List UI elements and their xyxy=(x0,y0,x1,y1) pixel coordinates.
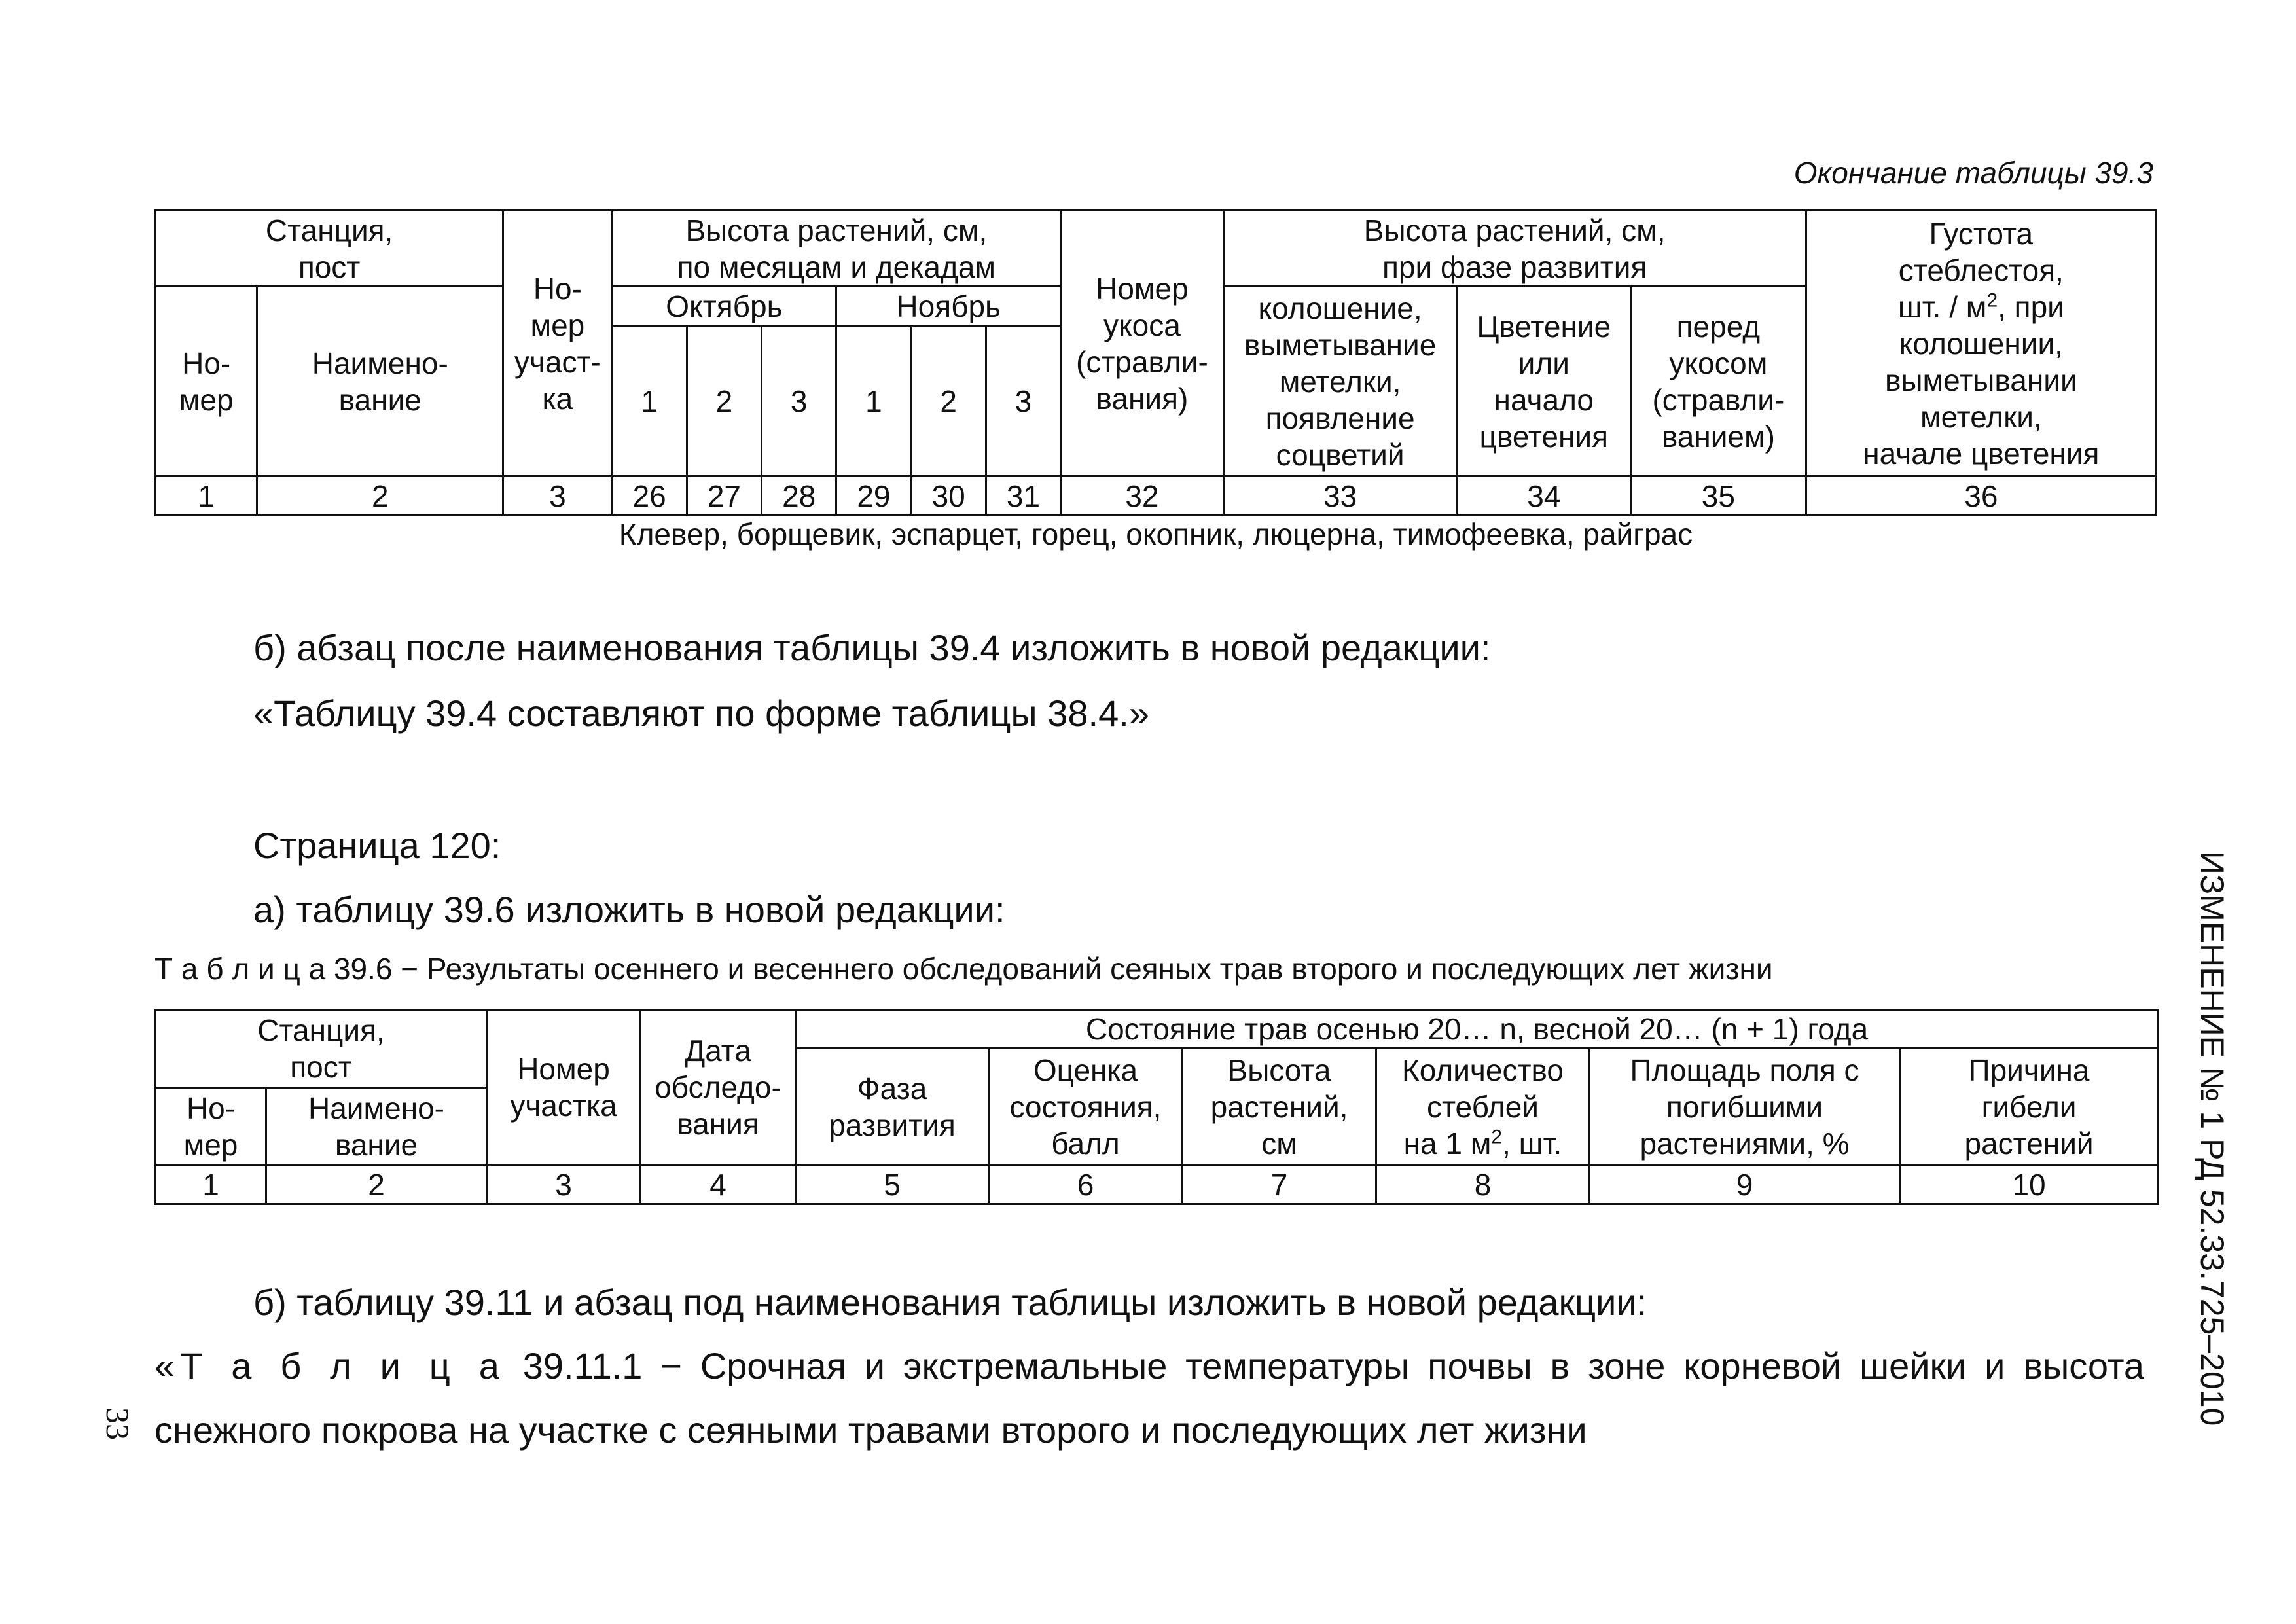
paragraph-quote-table-39-4: «Таблицу 39.4 составляют по форме таблицы 38.4.» xyxy=(253,693,1149,734)
column-number: 35 xyxy=(1631,477,1806,516)
column-number: 10 xyxy=(1900,1165,2159,1204)
header-stem-count: Количество стеблей на 1 $м^2$, шт. xyxy=(1376,1049,1590,1165)
header-state-of-grasses: Состояние трав осенью 20… n, весной 20… (n + 1) года xyxy=(796,1010,2159,1049)
table-39-3-end xyxy=(154,209,2157,516)
header-name: Наимено- вание xyxy=(266,1088,487,1165)
column-number: 1 xyxy=(156,1165,266,1204)
column-number: 7 xyxy=(1183,1165,1376,1204)
header-state-score: Оценка состояния, балл xyxy=(989,1049,1183,1165)
paragraph-b-table-39-11: б) таблицу 39.11 и абзац под наименования таблицы изложить в новой редакции: xyxy=(253,1282,1647,1323)
column-number: 36 xyxy=(1806,477,2156,516)
paragraph-b-table-39-4: б) абзац после наименования таблицы 39.4 изложить в новой редакции: xyxy=(253,627,1491,668)
column-number: 6 xyxy=(989,1165,1183,1204)
header-decade: 1 xyxy=(836,326,911,477)
column-number: 2 xyxy=(257,477,503,516)
column-number-row xyxy=(156,477,2157,516)
header-death-cause: Причина гибели растений xyxy=(1900,1049,2159,1165)
header-decade: 3 xyxy=(762,326,836,477)
column-number: 26 xyxy=(612,477,687,516)
column-number: 31 xyxy=(986,477,1060,516)
column-number: 30 xyxy=(911,477,986,516)
header-phase-heading: колошение, выметывание метелки, появление соцветий xyxy=(1223,287,1457,477)
header-station-post: Станция, пост xyxy=(156,1010,487,1088)
column-number: 33 xyxy=(1223,477,1457,516)
column-number: 28 xyxy=(762,477,836,516)
column-number: 3 xyxy=(503,477,612,516)
table-39-6-caption: Т а б л и ц а 39.6 − Результаты осеннего и весеннего обследований сеяных трав второго и последующих лет жизни xyxy=(154,952,1773,986)
column-number: 8 xyxy=(1376,1165,1590,1204)
table-continuation-caption: Окончание таблицы 39.3 xyxy=(1793,156,2153,190)
paragraph-quote-table-39-11-line1: «Т а б л и ц а 39.11.1 − Срочная и экстремальные температуры почвы в зоне корневой шейки и высота xyxy=(154,1345,2144,1386)
table-39-6 xyxy=(154,1009,2159,1205)
paragraph-quote-table-39-11-line2: снежного покрова на участке с сеяными травами второго и последующих лет жизни xyxy=(154,1409,1587,1451)
header-station-post: Станция, пост xyxy=(156,211,503,287)
header-height-by-phase: Высота растений, см, при фазе развития xyxy=(1223,211,1806,287)
header-height-by-months: Высота растений, см, по месяцам и декадам xyxy=(612,211,1061,287)
header-plot-number: Но- мер участ- ка xyxy=(503,211,612,477)
column-number-row xyxy=(156,1165,2159,1204)
column-number: 9 xyxy=(1590,1165,1900,1204)
column-number: 3 xyxy=(487,1165,641,1204)
header-dead-area: Площадь поля с погибшими растениями, % xyxy=(1590,1049,1900,1165)
header-number: Но- мер xyxy=(156,1088,266,1165)
column-number: 1 xyxy=(156,477,257,516)
header-plot-number: Номер участка xyxy=(487,1010,641,1165)
column-number: 34 xyxy=(1457,477,1631,516)
header-stem-density: Густота стеблестоя, шт. / $м^2$, при колошении, выметывании метелки, начале цветения xyxy=(1806,211,2156,477)
column-number: 29 xyxy=(836,477,911,516)
header-decade: 3 xyxy=(986,326,1060,477)
paragraph-page-120: Страница 120: xyxy=(253,825,501,866)
header-survey-date: Дата обследо- вания xyxy=(641,1010,796,1165)
header-decade: 1 xyxy=(612,326,687,477)
header-phase-before-cut: перед укосом (стравли- ванием) xyxy=(1631,287,1806,477)
plants-list-note: Клевер, борщевик, эспарцет, горец, окопник, люцерна, тимофеевка, райграс xyxy=(619,517,1693,551)
column-number: 32 xyxy=(1061,477,1224,516)
header-cut-number: Номер укоса (стравли- вания) xyxy=(1061,211,1224,477)
paragraph-a-table-39-6: а) таблицу 39.6 изложить в новой редакции: xyxy=(253,889,1005,930)
header-november: Ноябрь xyxy=(836,287,1061,326)
header-phase: Фаза развития xyxy=(796,1049,989,1165)
header-phase-flowering: Цветение или начало цветения xyxy=(1457,287,1631,477)
header-name: Наимено- вание xyxy=(257,287,503,477)
header-plant-height: Высота растений, см xyxy=(1183,1049,1376,1165)
side-document-id: ИЗМЕНЕНИЕ № 1 РД 52.33.725–2010 xyxy=(2194,851,2231,1426)
column-number: 27 xyxy=(687,477,761,516)
column-number: 4 xyxy=(641,1165,796,1204)
column-number: 2 xyxy=(266,1165,487,1204)
column-number: 5 xyxy=(796,1165,989,1204)
header-number: Но- мер xyxy=(156,287,257,477)
page-number: 33 xyxy=(99,1407,136,1440)
header-october: Октябрь xyxy=(612,287,836,326)
header-decade: 2 xyxy=(687,326,761,477)
header-decade: 2 xyxy=(911,326,986,477)
